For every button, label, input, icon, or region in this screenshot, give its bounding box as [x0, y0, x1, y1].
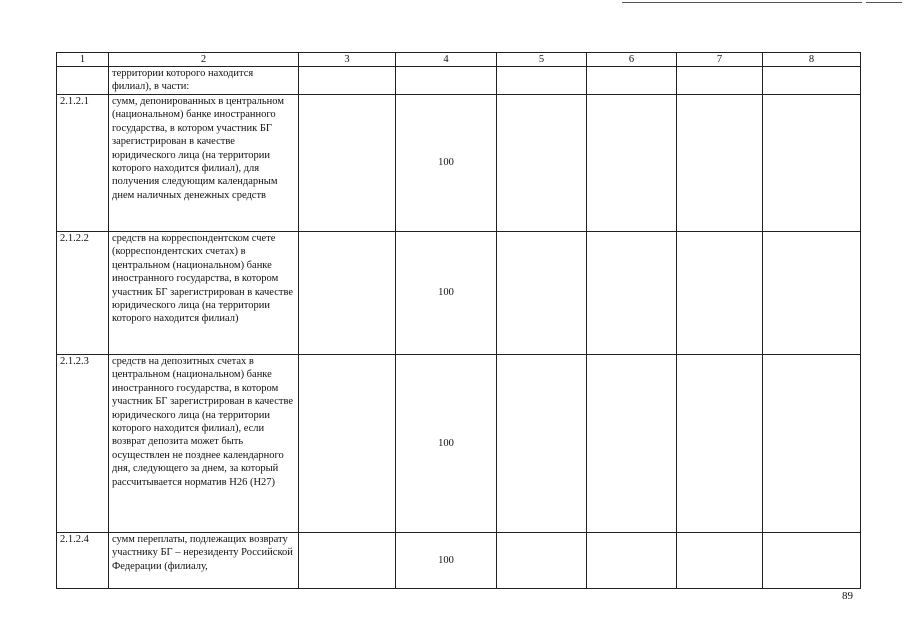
empty-cell — [677, 67, 763, 95]
empty-cell — [299, 67, 396, 95]
empty-cell — [677, 95, 763, 232]
row-value: 100 — [396, 355, 497, 533]
row-value: 100 — [396, 232, 497, 355]
empty-cell — [763, 95, 861, 232]
table-row — [57, 355, 861, 533]
empty-cell — [587, 95, 677, 232]
row-description: средств на корреспондентском счете (корреспондентских счетах) в центральном (национальном) банке иностранного государства, в котором участник БГ зарегистрирован в качестве юридического лица (на территории которого находится филиал) — [109, 232, 299, 355]
empty-cell — [299, 355, 396, 533]
empty-cell — [763, 67, 861, 95]
empty-cell — [497, 67, 587, 95]
empty-cell — [677, 533, 763, 589]
empty-cell — [497, 95, 587, 232]
empty-cell — [299, 533, 396, 589]
row-number: 2.1.2.4 — [57, 533, 109, 589]
empty-cell — [497, 232, 587, 355]
row-description: средств на депозитных счетах в центральном (национальном) банке иностранного государства, в котором участник БГ зарегистрирован в качестве юридического лица (на территории которого находится филиал), если возврат депозита может быть осуществлен не позднее календарного дня, следующего за днем, за который рассчитывается норматив Н26 (Н27) — [109, 355, 299, 533]
column-header: 3 — [299, 53, 396, 67]
empty-cell — [677, 355, 763, 533]
row-number: 2.1.2.1 — [57, 95, 109, 232]
empty-cell — [763, 533, 861, 589]
normative-table — [56, 52, 861, 589]
row-number: 2.1.2.2 — [57, 232, 109, 355]
empty-cell — [299, 95, 396, 232]
header-row — [57, 53, 861, 67]
row-description: сумм, депонированных в центральном (национальном) банке иностранного государства, в котором участник БГ зарегистрирован в качестве юридического лица (на территории которого находится филиал), для получения следующим календарным днем наличных денежных средств — [109, 95, 299, 232]
row-value: 100 — [396, 533, 497, 589]
column-header: 1 — [57, 53, 109, 67]
column-header: 4 — [396, 53, 497, 67]
empty-cell — [587, 67, 677, 95]
empty-cell — [763, 232, 861, 355]
column-header: 2 — [109, 53, 299, 67]
empty-cell — [587, 232, 677, 355]
column-header: 7 — [677, 53, 763, 67]
top-rule — [622, 2, 862, 3]
empty-cell — [299, 232, 396, 355]
empty-cell — [677, 232, 763, 355]
top-rule-short — [866, 2, 902, 3]
table-row — [57, 533, 861, 589]
row-value — [396, 67, 497, 95]
page-number: 89 — [842, 590, 853, 602]
row-description: территории которого находится филиал), в части: — [109, 67, 299, 95]
row-number: 2.1.2.3 — [57, 355, 109, 533]
table-row — [57, 95, 861, 232]
row-number — [57, 67, 109, 95]
row-value: 100 — [396, 95, 497, 232]
column-header: 5 — [497, 53, 587, 67]
empty-cell — [497, 533, 587, 589]
column-header: 8 — [763, 53, 861, 67]
empty-cell — [763, 355, 861, 533]
table-row — [57, 67, 861, 95]
empty-cell — [587, 355, 677, 533]
column-header: 6 — [587, 53, 677, 67]
empty-cell — [587, 533, 677, 589]
table-row — [57, 232, 861, 355]
row-description: сумм переплаты, подлежащих возврату участнику БГ – нерезиденту Российской Федерации (филиалу, — [109, 533, 299, 589]
empty-cell — [497, 355, 587, 533]
